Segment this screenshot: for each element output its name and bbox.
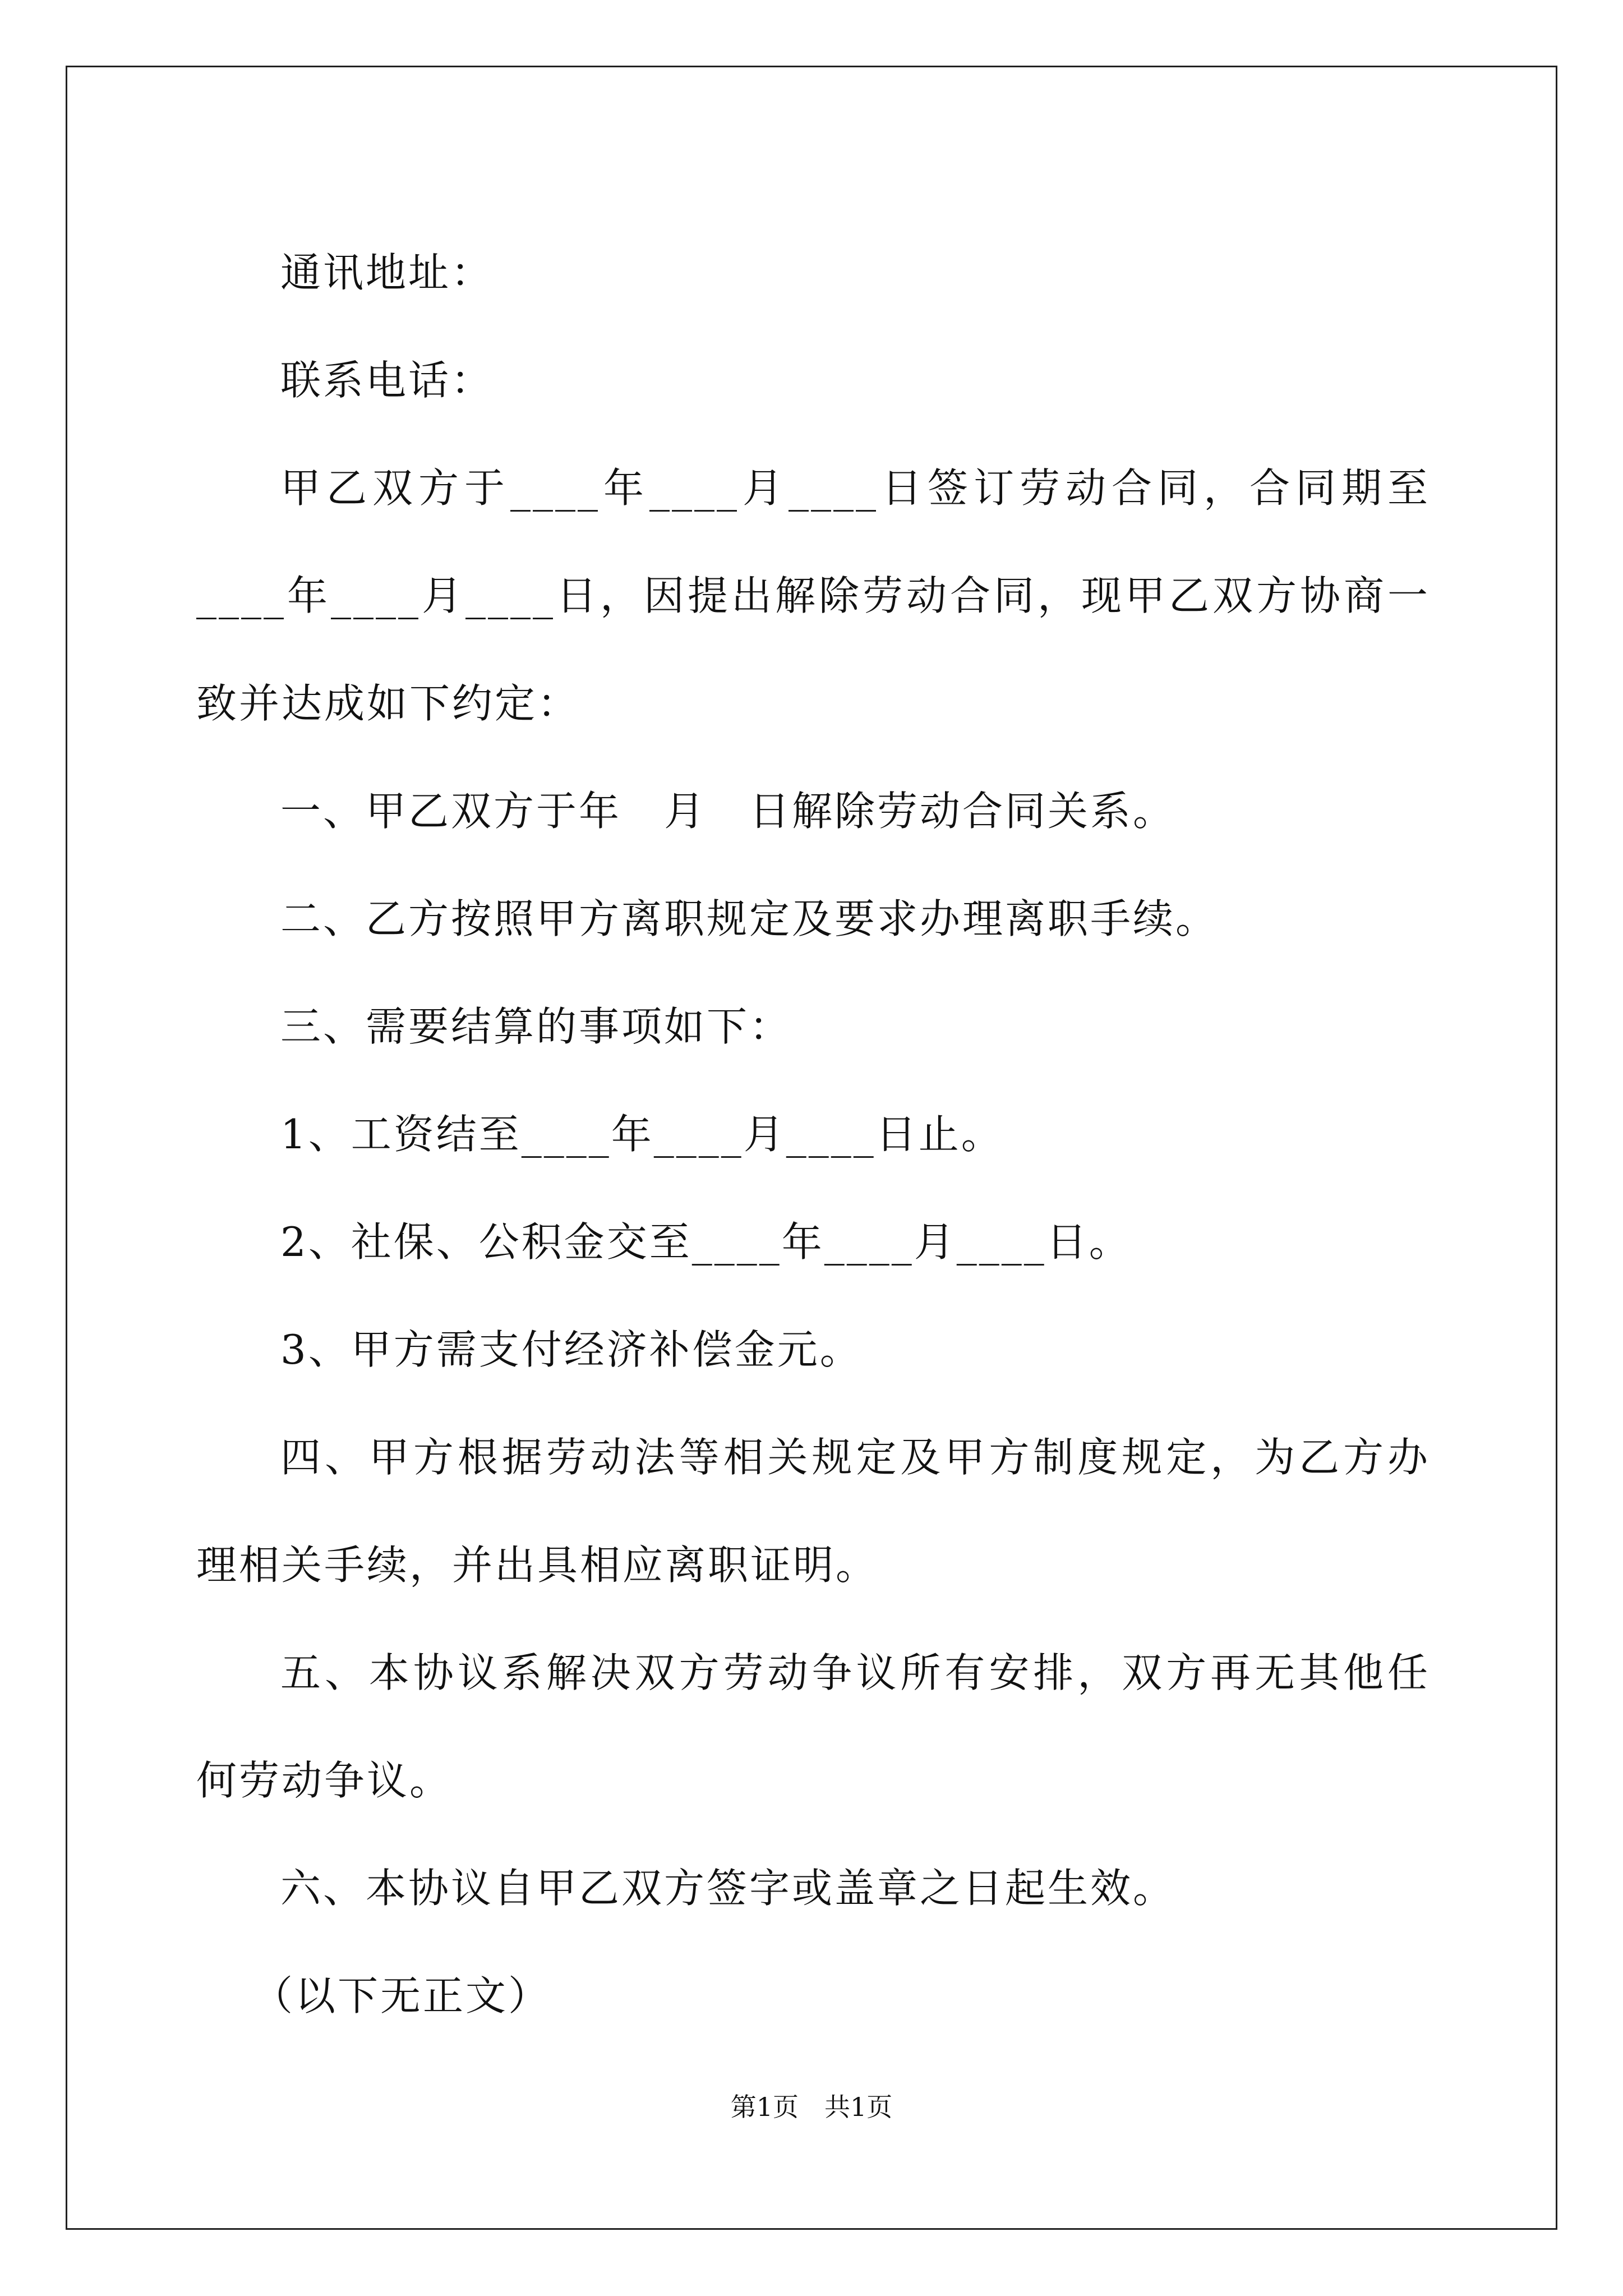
page-number-footer: 第1页 共1页 [730,2092,893,2122]
clause-3: 三、需要结算的事项如下： [280,1003,792,1050]
clause-1: 一、甲乙双方于年 月 日解除劳动合同关系。 [280,788,1176,835]
settlement-item-1: 1、工资结至____年____月____日止。 [280,1111,1004,1158]
clause-6: 六、本协议自甲乙双方签字或盖章之日起生效。 [280,1865,1176,1912]
phone-line: 联系电话： [280,357,494,404]
settlement-item-3: 3、甲方需支付经济补偿金元。 [280,1326,863,1373]
clause-2: 二、乙方按照甲方离职规定及要求办理离职手续。 [280,895,1219,942]
clause-4: 四、甲方根据劳动法等相关规定及甲方制度规定，为乙方办理相关手续，并出具相应离职证明。 [196,1434,1430,1589]
settlement-item-2: 2、社保、公积金交至____年____月____日。 [280,1218,1132,1266]
no-further-text-note: （以下无正文） [252,1972,551,2019]
address-line: 通讯地址： [280,249,494,296]
intro-paragraph: 甲乙双方于____年____月____日签订劳动合同，合同期至____年____月____日，因提出解除劳动合同，现甲乙双方协商一致并达成如下约定： [196,464,1430,727]
clause-5: 五、本协议系解决双方劳动争议所有安排，双方再无其他任何劳动争议。 [196,1649,1430,1804]
document-body [196,219,1430,2050]
